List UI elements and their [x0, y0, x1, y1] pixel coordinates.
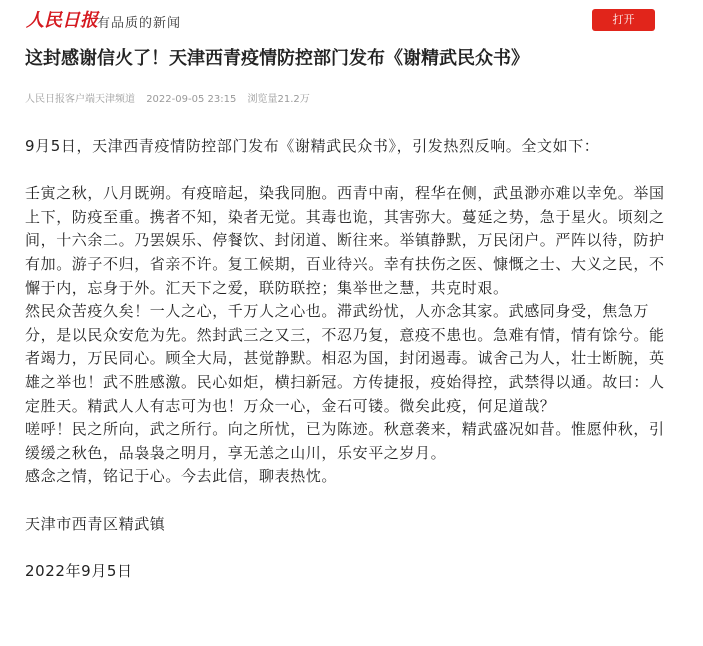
- article-views: 浏览量21.2万: [247, 94, 310, 105]
- paragraph-gap: [25, 536, 665, 560]
- top-bar: [0, 0, 703, 40]
- paragraph-gap: [25, 159, 665, 183]
- article-intro: 9月5日，天津西青疫情防控部门发布《谢精武民众书》，引发热烈反响。全文如下：: [25, 137, 600, 155]
- paragraph-gap: [25, 489, 665, 513]
- article-paragraph-1: 壬寅之秋，八月既朔。有疫暗起，染我同胞。西青中南，程华在侧，武虽渺亦难以幸免。举国上下，防疫至重。携者不知，染者无觉。其毒也诡，其害弥大。蔓延之势，急于星火。顷刻之间，十六余二。乃罢娱乐、停餐饮、封闭道、断往来。举镇静默，万民闭户。严阵以待，防护有加。游子不归，省亲不许。复工候期，百业待兴。幸有扶伤之医、慷慨之士、大义之民，不懈于内，忘身于外。汇天下之爱，联防联控；集举世之慧，共克时艰。: [25, 184, 665, 297]
- article-paragraph-4: 感念之情，铭记于心。今去此信，聊表热忱。: [25, 467, 338, 486]
- article-signature: 天津市西青区精武镇: [25, 514, 166, 533]
- slogan: 有品质的新闻: [97, 16, 182, 31]
- article-source: 人民日报客户端天津频道: [25, 94, 135, 105]
- article-datetime: 2022-09-05 23:15: [146, 94, 237, 105]
- people-daily-logo[interactable]: 人民日报: [26, 10, 98, 31]
- article-body: [25, 135, 665, 583]
- article-meta: [25, 90, 318, 105]
- article-date: 2022年9月5日: [25, 561, 133, 580]
- article-paragraph-3: 嗟呼！民之所向，武之所行。向之所忧，已为陈迹。秋意袭来，精武盛况如昔。惟愿仲秋，引缓缓之秋色，品袅袅之明月，享无恙之山川，乐安平之岁月。: [25, 420, 665, 462]
- article-paragraph-2: 然民众苦疫久矣！一人之心，千万人之心也。滞武纷忧，人亦念其家。武感同身受，焦急万分，是以民众安危为先。然封武三之又三，不忍乃复，意疫不患也。急难有情，情有馀兮。能者竭力，万民同心。顾全大局，甚觉静默。相忍为国，封闭遏毒。诚舍己为人，壮士断腕，英雄之举也！武不胜感激。民心如炬，横扫新冠。方传捷报，疫始得控，武禁得以通。故曰：人定胜天。精武人人有志可为也！万众一心，金石可镂。微矣此疫，何足道哉？: [25, 302, 665, 415]
- article-title: 这封感谢信火了！天津西青疫情防控部门发布《谢精武民众书》: [25, 48, 529, 69]
- open-app-button[interactable]: 打开: [592, 9, 655, 31]
